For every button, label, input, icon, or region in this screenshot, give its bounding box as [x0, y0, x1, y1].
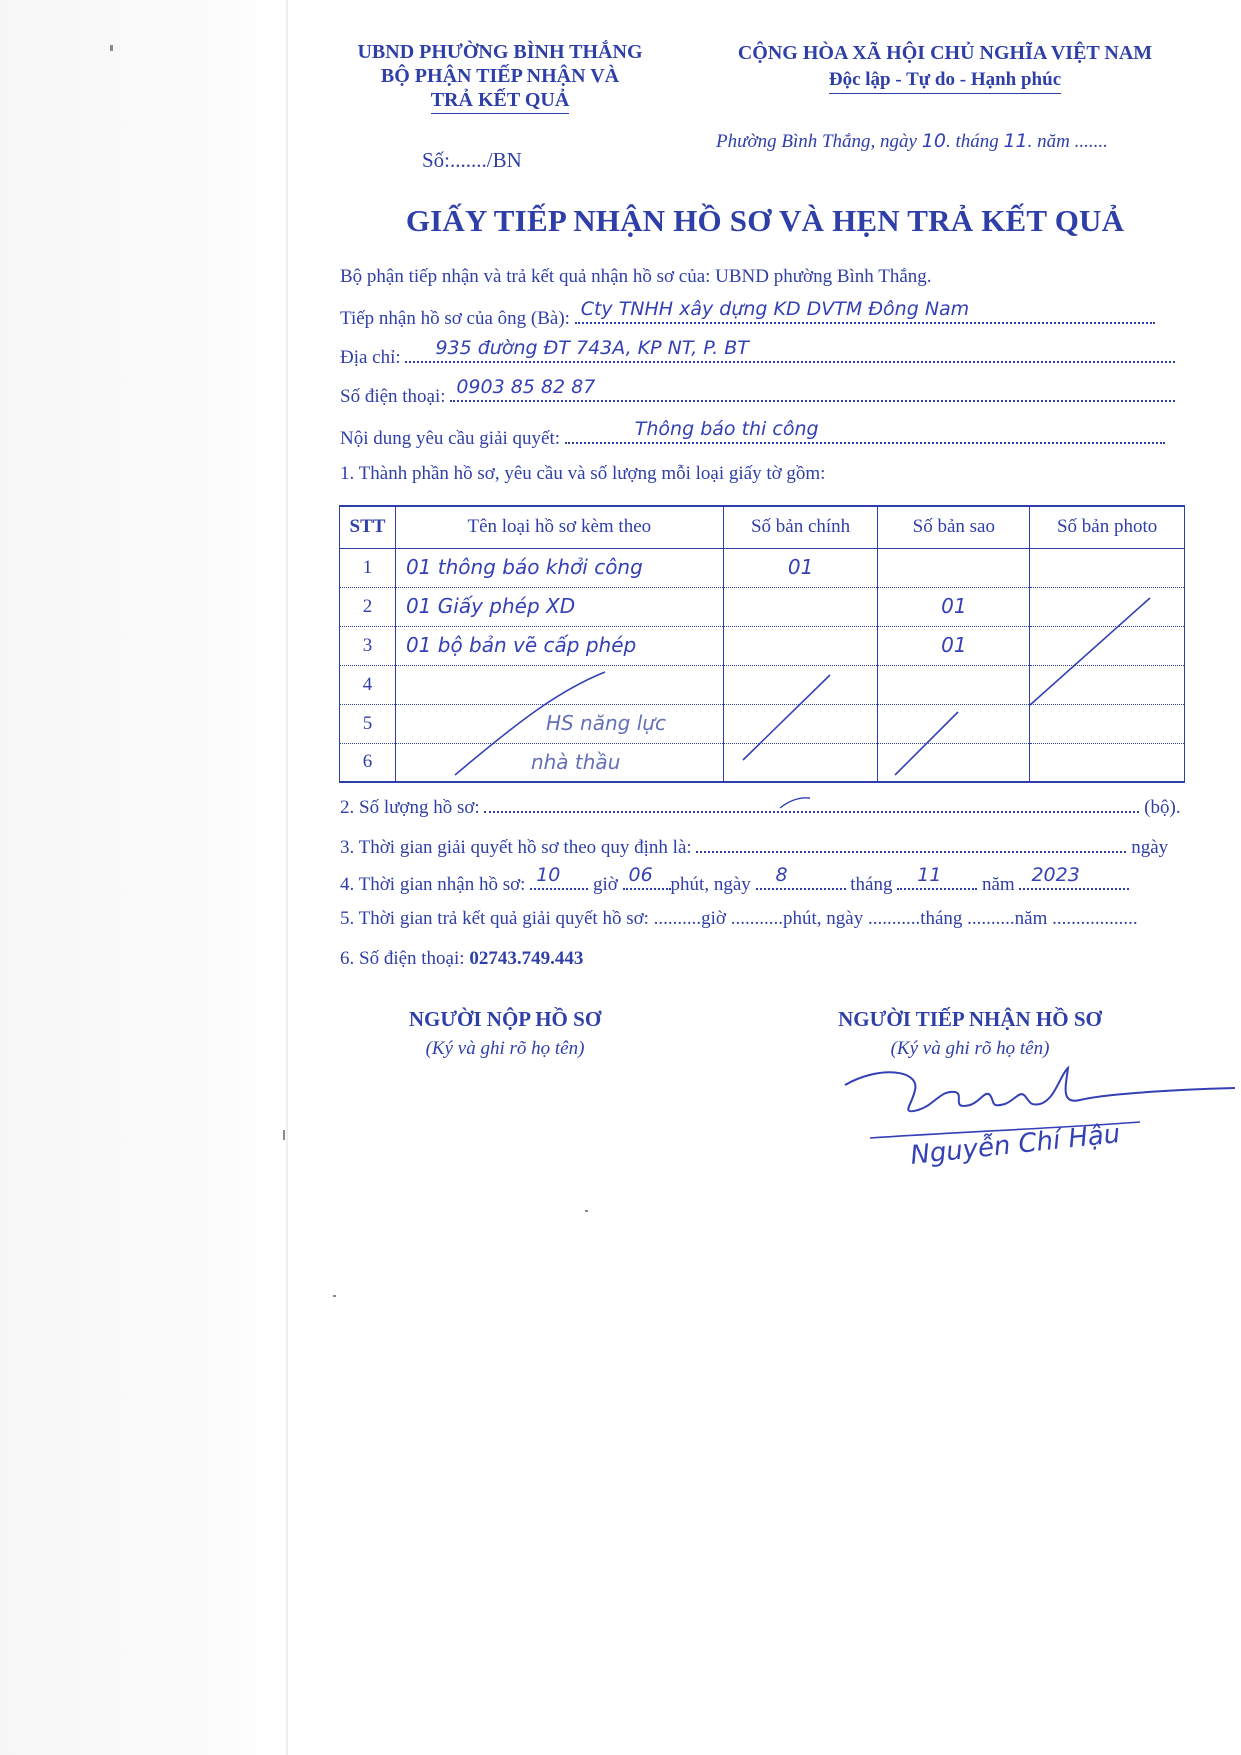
table-row	[340, 704, 1185, 743]
row-name	[395, 665, 723, 704]
scan-speck	[585, 1210, 588, 1212]
date-prefix: Phường Bình Thắng, ngày	[716, 131, 917, 152]
item-6-value: 02743.749.443	[469, 948, 584, 969]
country-name: CỘNG HÒA XÃ HỘI CHỦ NGHĨA VIỆT NAM	[737, 42, 1153, 64]
row-original	[723, 704, 878, 743]
row-original-value: 01	[787, 555, 814, 579]
row-stt: 1	[340, 548, 396, 587]
item-2-row	[340, 793, 1181, 819]
item-4-year-label: năm	[981, 874, 1015, 895]
row-photo	[1030, 587, 1185, 626]
row-photo	[1030, 704, 1185, 743]
receiver-block	[820, 1007, 1120, 1060]
table-row	[340, 665, 1185, 704]
row-copy	[878, 743, 1030, 782]
item-4-day: 8	[775, 864, 788, 886]
table-row	[340, 587, 1185, 626]
row-stt: 3	[340, 626, 396, 665]
row-name	[395, 587, 723, 626]
item-4-year: 2023	[1031, 864, 1080, 886]
org-line-1: UBND PHƯỜNG BÌNH THẮNG	[357, 41, 643, 63]
row-name-value: 01 bộ bản vẽ cấp phép	[405, 633, 637, 657]
row-original	[723, 587, 878, 626]
item-4-hour-field	[530, 864, 588, 890]
applicant-value: Cty TNHH xây dựng KD DVTM Đông Nam	[580, 298, 970, 320]
item-4-day-field	[756, 864, 846, 890]
intro-line: Bộ phận tiếp nhận và trả kết quả nhận hồ sơ của: UBND phường Bình Thắng.	[340, 266, 932, 287]
row-copy	[878, 626, 1030, 665]
row-name-value: HS năng lực	[545, 711, 666, 735]
address-label: Địa chỉ:	[340, 347, 401, 368]
row-photo	[1030, 665, 1185, 704]
row-photo	[1030, 548, 1185, 587]
item-6-row	[340, 948, 583, 970]
row-stt: 6	[340, 743, 396, 782]
row-copy	[878, 704, 1030, 743]
motto: Độc lập - Tự do - Hạnh phúc	[829, 67, 1061, 94]
row-name-value: 01 Giấy phép XD	[405, 594, 576, 618]
row-name	[395, 704, 723, 743]
org-line-2: BỘ PHẬN TIẾP NHẬN VÀ	[380, 65, 620, 87]
item-4-year-field	[1019, 864, 1129, 890]
scan-speck	[110, 45, 113, 51]
phone-row	[340, 376, 1175, 408]
row-stt: 2	[340, 587, 396, 626]
national-header	[710, 40, 1180, 94]
address-value: 935 đường ĐT 743A, KP NT, P. BT	[435, 337, 749, 359]
applicant-row	[340, 298, 1155, 330]
item-2-unit: (bộ).	[1144, 797, 1181, 818]
item-4-hour-label: giờ	[592, 874, 618, 895]
row-stt: 4	[340, 665, 396, 704]
address-row	[340, 337, 1175, 369]
address-field	[405, 337, 1175, 363]
submitter-block	[360, 1007, 650, 1060]
scan-edge	[286, 0, 288, 1755]
request-value: Thông báo thi công	[634, 418, 819, 440]
row-original	[723, 626, 878, 665]
scan-speck	[333, 1295, 336, 1297]
item-4-month-field	[897, 864, 977, 890]
row-original	[723, 665, 878, 704]
item-4-minute-label: phút, ngày	[670, 874, 751, 895]
document-title: GIẤY TIẾP NHẬN HỒ SƠ VÀ HẸN TRẢ KẾT QUẢ	[405, 203, 1125, 238]
phone-field	[450, 376, 1175, 402]
table-header-row	[340, 506, 1185, 548]
documents-table	[339, 505, 1185, 783]
item-4-prefix: 4. Thời gian nhận hồ sơ:	[340, 874, 526, 895]
item-3-label: 3. Thời gian giải quyết hồ sơ theo quy định là:	[340, 837, 692, 858]
row-copy	[878, 548, 1030, 587]
section-1-heading: 1. Thành phần hồ sơ, yêu cầu và số lượng mỗi loại giấy tờ gồm:	[340, 463, 826, 484]
receiver-name: Nguyễn Chí Hậu	[909, 1119, 1122, 1171]
item-4-minute-field	[623, 864, 671, 890]
receiver-subtitle: (Ký và ghi rõ họ tên)	[890, 1038, 1050, 1059]
request-label: Nội dung yêu cầu giải quyết:	[340, 428, 561, 449]
col-copy: Số bản sao	[878, 506, 1030, 548]
receiver-title: NGƯỜI TIẾP NHẬN HỒ SƠ	[838, 1007, 1102, 1031]
item-3-row	[340, 833, 1168, 859]
applicant-field	[575, 298, 1155, 324]
row-copy	[878, 587, 1030, 626]
row-stt: 5	[340, 704, 396, 743]
row-name	[395, 548, 723, 587]
document-number: Số:......./BN	[422, 148, 522, 172]
date-day: 10	[921, 130, 946, 152]
table-row	[340, 743, 1185, 782]
item-3-field	[696, 833, 1126, 853]
request-field	[565, 418, 1165, 444]
scan-margin	[0, 0, 288, 1755]
date-month-label: tháng	[955, 131, 999, 152]
table-row	[340, 626, 1185, 665]
item-4-row	[340, 864, 1129, 896]
row-name	[395, 626, 723, 665]
phone-value: 0903 85 82 87	[456, 376, 596, 398]
date-month: 11	[1003, 130, 1028, 152]
row-photo	[1030, 743, 1185, 782]
col-photo: Số bản photo	[1030, 506, 1185, 548]
col-stt: STT	[340, 506, 396, 548]
org-line-3: TRẢ KẾT QUẢ	[431, 88, 570, 114]
item-4-month: 11	[917, 864, 942, 886]
col-name: Tên loại hồ sơ kèm theo	[395, 506, 723, 548]
row-name-value: 01 thông báo khởi công	[405, 555, 643, 579]
item-2-field	[484, 793, 1139, 813]
submitter-subtitle: (Ký và ghi rõ họ tên)	[425, 1038, 585, 1059]
request-row	[340, 418, 1165, 450]
row-copy	[878, 665, 1030, 704]
date-year-label: năm .......	[1037, 131, 1108, 152]
submitter-title: NGƯỜI NỘP HỒ SƠ	[408, 1007, 602, 1031]
row-copy-value: 01	[941, 594, 967, 618]
org-header	[330, 40, 670, 114]
item-4-minute: 06	[628, 864, 653, 886]
applicant-label: Tiếp nhận hồ sơ của ông (Bà):	[340, 308, 570, 329]
row-photo	[1030, 626, 1185, 665]
col-original: Số bản chính	[723, 506, 878, 548]
row-original	[723, 548, 878, 587]
issue-date: Phường Bình Thắng, ngày 10. tháng 11. năm .......	[716, 130, 1108, 152]
row-copy-value: 01	[941, 633, 967, 657]
row-name	[395, 743, 723, 782]
item-5-row: 5. Thời gian trả kết quả giải quyết hồ sơ: ..........giờ ...........phút, ngày ...........tháng ..........năm ..................	[340, 908, 1138, 929]
item-6-label: 6. Số điện thoại:	[340, 948, 465, 969]
item-4-month-label: tháng	[850, 874, 893, 895]
row-name-value: nhà thầu	[530, 749, 621, 774]
item-4-hour: 10	[536, 864, 561, 886]
phone-label: Số điện thoại:	[340, 386, 446, 407]
row-original	[723, 743, 878, 782]
item-2-label: 2. Số lượng hồ sơ:	[340, 797, 480, 818]
scan-speck	[283, 1130, 285, 1140]
table-row	[340, 548, 1185, 587]
item-3-unit: ngày	[1131, 837, 1169, 858]
